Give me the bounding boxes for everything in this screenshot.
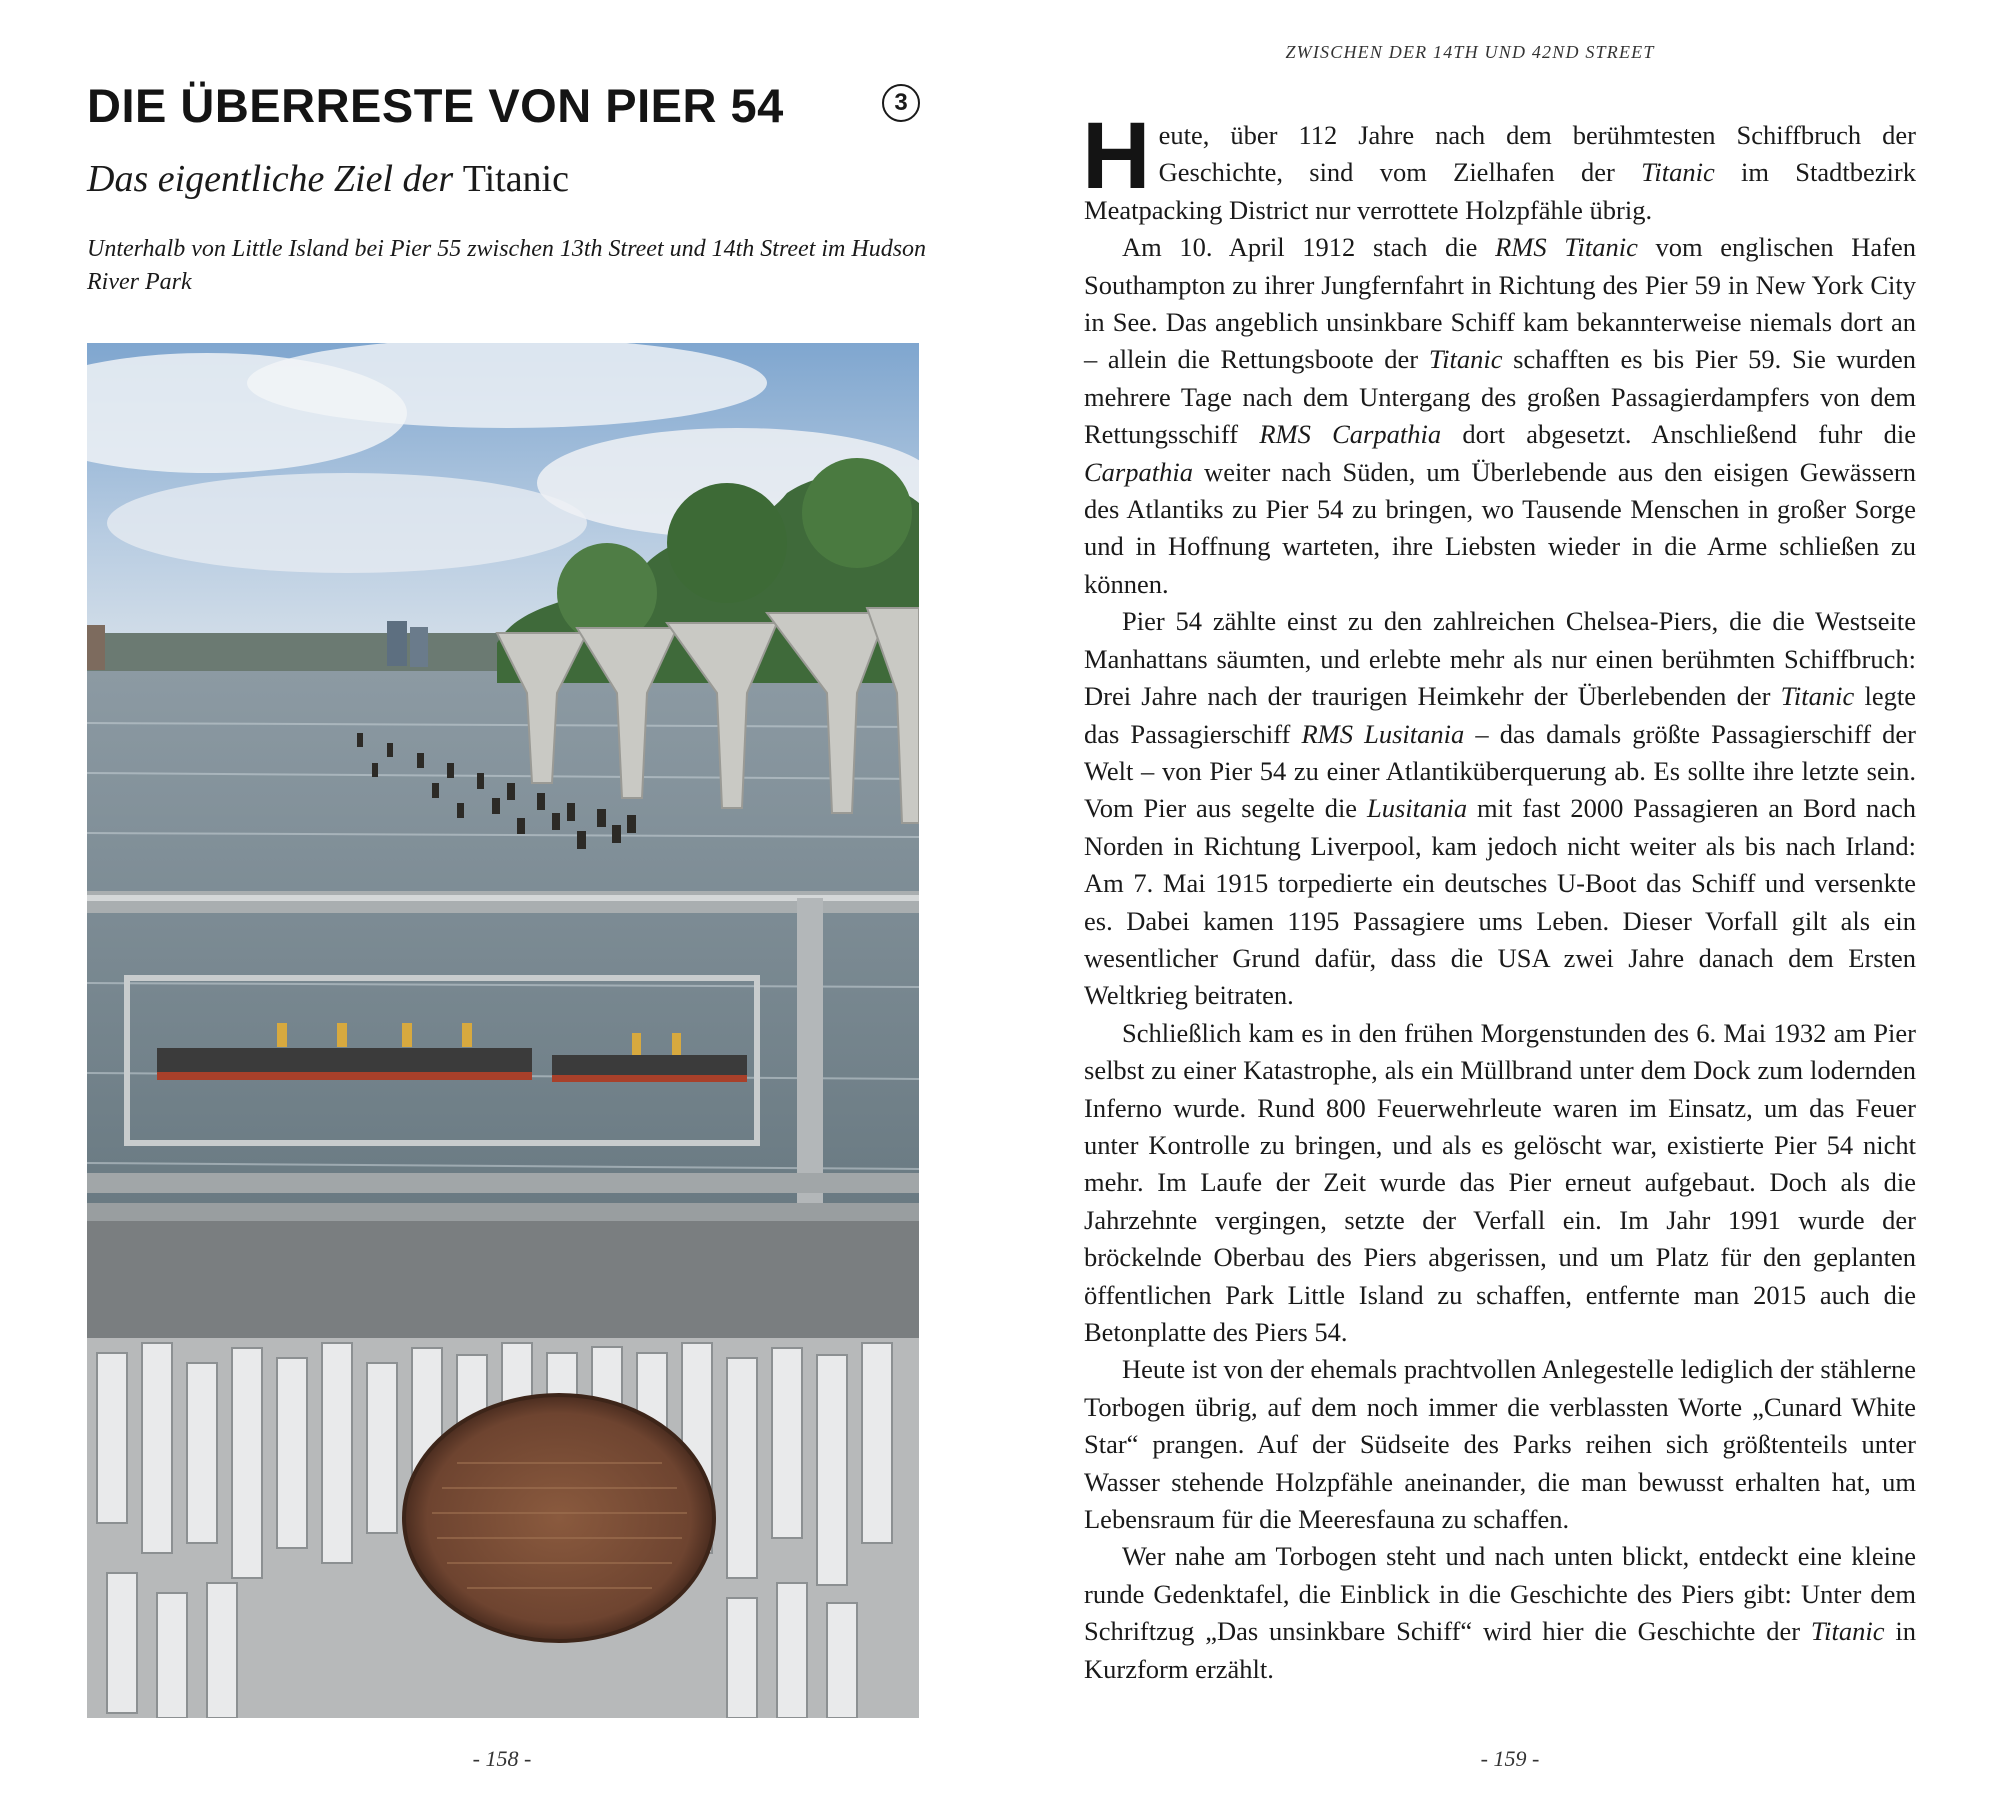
running-head: ZWISCHEN DER 14TH UND 42ND STREET	[1285, 42, 1655, 62]
entry-subtitle	[87, 157, 569, 201]
paragraph-5: Heute ist von der ehemals prachtvollen Anlegestelle lediglich der stählerne Torbogen übrig, auf dem noch immer die verblassten Worte „Cunard White Star“ prangen. Auf der Südseite des Parks reihen sich größtenteils unter Wasser stehende Holzpfähle aneinander, die man bewusst erhalten hat, um Lebensraum für die Meeresfauna zu schaffen.	[1084, 1354, 1916, 1535]
pier-54-photo	[87, 343, 919, 1718]
paragraph-1: Heute, über 112 Jahre nach dem berühmtesten Schiffbruch der Geschichte, sind vom Zielhafen der Titanic im Stadtbezirk Meatpacking District nur verrottete Holzpfähle übrig.	[1082, 103, 1916, 225]
body-text	[1082, 103, 1917, 1688]
page-number-left: - 158 -	[472, 1746, 532, 1771]
paragraph-4: Schließlich kam es in den frühen Morgenstunden des 6. Mai 1932 am Pier selbst zu einer Katastrophe, als ein Müllbrand unter dem Dock zum lodernden Inferno wurde. Rund 800 Feuerwehrleute waren im Einsatz, um das Feuer unter Kontrolle zu bringen, und als es gelöscht war, existierte Pier 54 nicht mehr. Im Laufe der Zeit wurde das Pier erneut aufgebaut. Doch als die Jahrzehnte vergingen, setzte der Verfall ein. Im Jahr 1991 wurde der bröckelnde Oberbau des Piers abgerissen, und um Platz für den geplanten öffentlichen Park Little Island zu schaffen, entfernte man 2015 auch die Betonplatte des Piers 54.	[1084, 1017, 1916, 1347]
page-number-right: - 159 -	[1480, 1746, 1540, 1771]
drop-cap: H	[1082, 103, 1151, 209]
entry-subtitle-italic: Das eigentliche Ziel der	[87, 158, 463, 200]
right-page	[1000, 0, 2000, 1810]
entry-subtitle-roman: Titanic	[462, 158, 569, 200]
entry-number-badge: 3	[882, 84, 920, 122]
entry-title: DIE ÜBERRESTE VON PIER 54	[87, 79, 784, 132]
paragraph-6: Wer nahe am Torbogen steht und nach unten blickt, entdeckt eine kleine runde Gedenktafel, die Einblick in die Geschichte des Piers gibt: Unter dem Schriftzug „Das unsinkbare Schiff“ wird hier die Geschichte der Titanic in Kurzform erzählt.	[1084, 1541, 1916, 1684]
paragraph-3: Pier 54 zählte einst zu den zahlreichen Chelsea-Piers, die die Westseite Manhattans säumten, und erlebte mehr als nur einen berühmten Schiffbruch: Drei Jahre nach der traurigen Heimkehr der Überlebenden der Titanic legte das Passagierschiff RMS Lusitania – das damals größte Passagierschiff der Welt – von Pier 54 zu einer Atlantiküberquerung ab. Es sollte ihre letzte sein. Vom Pier aus segelte die Lusitania mit fast 2000 Passagieren an Bord nach Norden in Richtung Liverpool, kam jedoch nicht weiter als bis nach Irland: Am 7. Mai 1915 torpedierte ein deutsches U-Boot das Schiff und versenkte es. Dabei kamen 1195 Passagiere ums Leben. Dieser Vorfall gilt als ein wesentlicher Grund dafür, dass die USA zwei Jahre danach dem Ersten Weltkrieg beitraten.	[1084, 606, 1917, 1011]
paragraph-2: Am 10. April 1912 stach die RMS Titanic vom englischen Hafen Southampton zu ihrer Jungfernfahrt in Richtung des Pier 59 in New York City in See. Das angeblich unsinkbare Schiff kam bekannterweise niemals dort an – allein die Rettungsboote der Titanic schafften es bis Pier 59. Sie wurden mehrere Tage nach dem Untergang des großen Passagierdampfers von dem Rettungsschiff RMS Carpathia dort abgesetzt. Anschließend fuhr die Carpathia weiter nach Süden, um Überlebende aus den eisigen Gewässern des Atlantiks zu Pier 54 zu bringen, wo Tausende Menschen in großer Sorge und in Hoffnung warteten, ihre Liebsten wieder in die Arme schließen zu können.	[1084, 232, 1916, 599]
entry-location: Unterhalb von Little Island bei Pier 55 zwischen 13th Street und 14th Street im Hudson River Park	[87, 236, 927, 295]
